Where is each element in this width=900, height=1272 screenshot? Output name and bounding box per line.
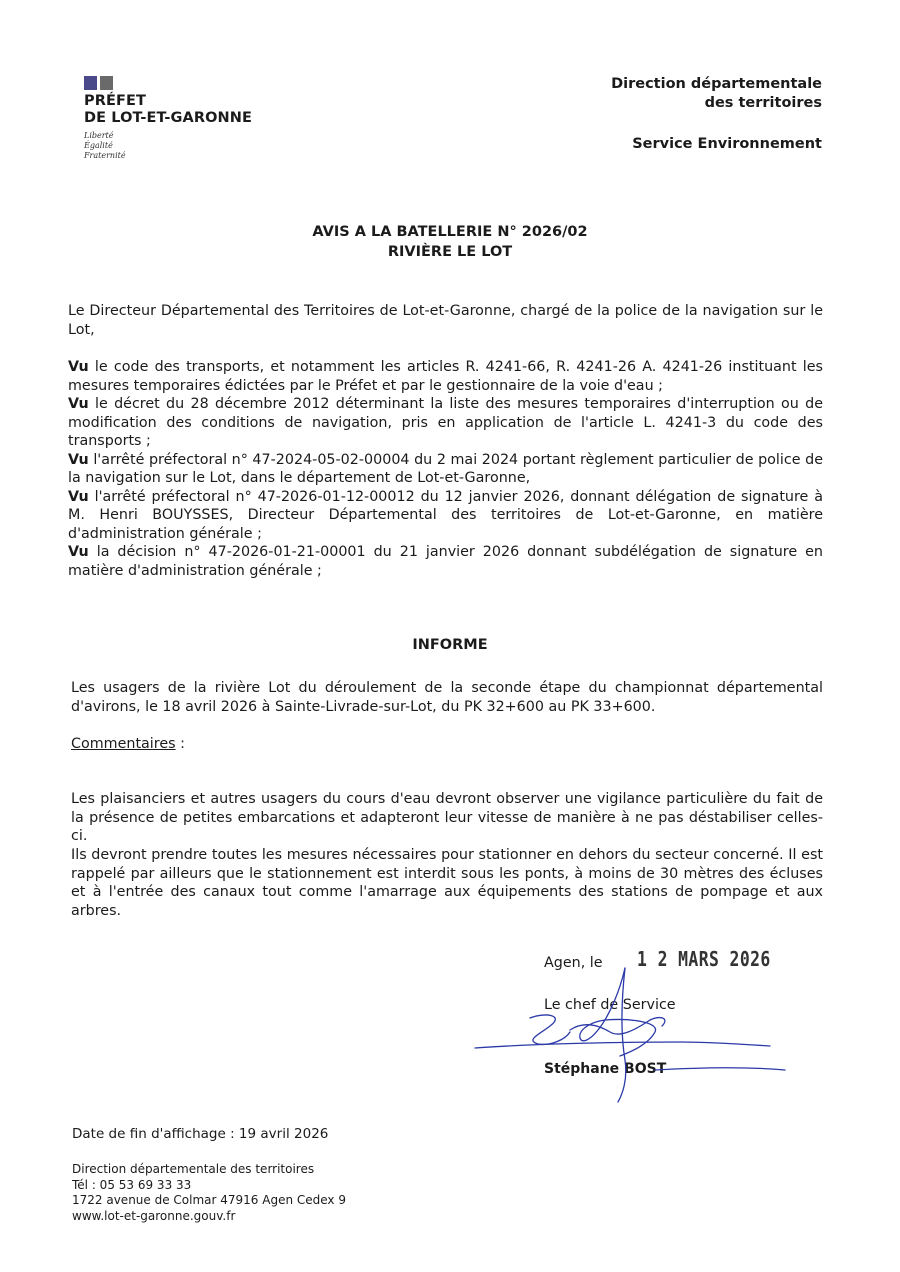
notice-title-line1: AVIS A LA BATELLERIE N° 2026/02 [312,224,588,240]
prefet-title-line2: DE LOT-ET-GARONNE [84,110,252,126]
vu-item [68,395,823,451]
vu-text: la décision n° 47-2026-01-21-00001 du 21 janvier 2026 donnant subdélégation de signature en matière d'administration générale ; [68,544,823,579]
display-end-date: Date de fin d'affichage : 19 avril 2026 [72,1126,329,1142]
vu-list [68,358,823,580]
commentaires-heading [71,736,185,752]
republic-motto [84,131,252,161]
notice-title-line2: RIVIÈRE LE LOT [387,244,513,260]
vu-prefix: Vu [68,544,89,560]
motto-fraternite: Fraternité [84,151,126,160]
prefet-title-line1: PRÉFET [84,93,146,109]
prefecture-logo [84,76,252,161]
vu-text: le décret du 28 décembre 2012 déterminant la liste des mesures temporaires d'interruption ou de modification des conditions de navigation, pris en application de l'article L. 4241-3 du code des transports ; [68,396,823,449]
footer-website-link[interactable]: www.lot-et-garonne.gouv.fr [72,1208,236,1223]
marianne-emblem-icon [84,76,252,90]
date-stamp: 1 2 MARS 2026 [637,947,771,971]
notice-title [0,222,900,262]
vu-text: l'arrêté préfectoral n° 47-2026-01-12-00012 du 12 janvier 2026, donnant délégation de signature à M. Henri BOUYSSES, Directeur Départemental des territoires de Lot-et-Garonne, en matière d'administration générale ; [68,488,823,542]
issuing-service: Service Environnement [632,136,822,152]
intro-paragraph: Le Directeur Départemental des Territoires de Lot-et-Garonne, chargé de la police de la navigation sur le Lot, [68,303,823,338]
usagers-paragraph: Les usagers de la rivière Lot du déroulement de la seconde étape du championnat départemental d'avirons, le 18 avril 2026 à Sainte-Livrade-sur-Lot, du PK 32+600 au PK 33+600. [71,680,823,715]
motto-egalite: Égalité [84,141,113,150]
vu-prefix: Vu [68,451,89,468]
direction-line2: des territoires [704,95,822,111]
footer-org: Direction départementale des territoires [72,1162,315,1176]
mesures-paragraph: Ils devront prendre toutes les mesures nécessaires pour stationner en dehors du secteur concerné. Il est rappelé par ailleurs que le stationnement est interdit sous les ponts, à moins de 30 mètres des écluses et à l'entrée des canaux tout comme l'amarrage aux équipements des stations de pompage et aux arbres. [71,847,823,919]
vu-text: l'arrêté préfectoral n° 47-2024-05-02-00004 du 2 mai 2024 portant règlement particulier de police de la navigation sur le Lot, dans le département de Lot-et-Garonne, [68,451,823,486]
commentaires-suffix: : [175,736,185,752]
signature-place: Agen, le [544,955,603,971]
vu-item [68,358,823,395]
footer-address: 1722 avenue de Colmar 47916 Agen Cedex 9 [72,1193,346,1207]
vu-prefix: Vu [68,359,89,375]
footer-contact [72,1162,346,1224]
handwritten-signature-icon [470,960,800,1110]
motto-liberte: Liberté [84,131,114,140]
plaisanciers-paragraph: Les plaisanciers et autres usagers du cours d'eau devront observer une vigilance particulière du fait de la présence de petites embarcations et adapteront leur vitesse de manière à ne pas déstabiliser celles-ci. [71,791,823,844]
vu-prefix: Vu [68,396,89,412]
informe-heading: INFORME [412,637,488,653]
vu-item [68,488,823,544]
issuing-direction [611,75,822,113]
direction-line1: Direction départementale [611,76,822,92]
vu-prefix: Vu [68,488,89,505]
commentaires-label: Commentaires [71,736,176,752]
signatory-role: Le chef de Service [544,997,676,1013]
vu-item [68,543,823,580]
vu-item [68,451,823,488]
vu-text: le code des transports, et notamment les articles R. 4241-66, R. 4241-26 A. 4241-26 instituant les mesures temporaires édictées par le Préfet et par le gestionnaire de la voie d'eau ; [68,359,823,394]
footer-phone: Tél : 05 53 69 33 33 [72,1177,192,1192]
signatory-name: Stéphane BOST [544,1061,667,1077]
